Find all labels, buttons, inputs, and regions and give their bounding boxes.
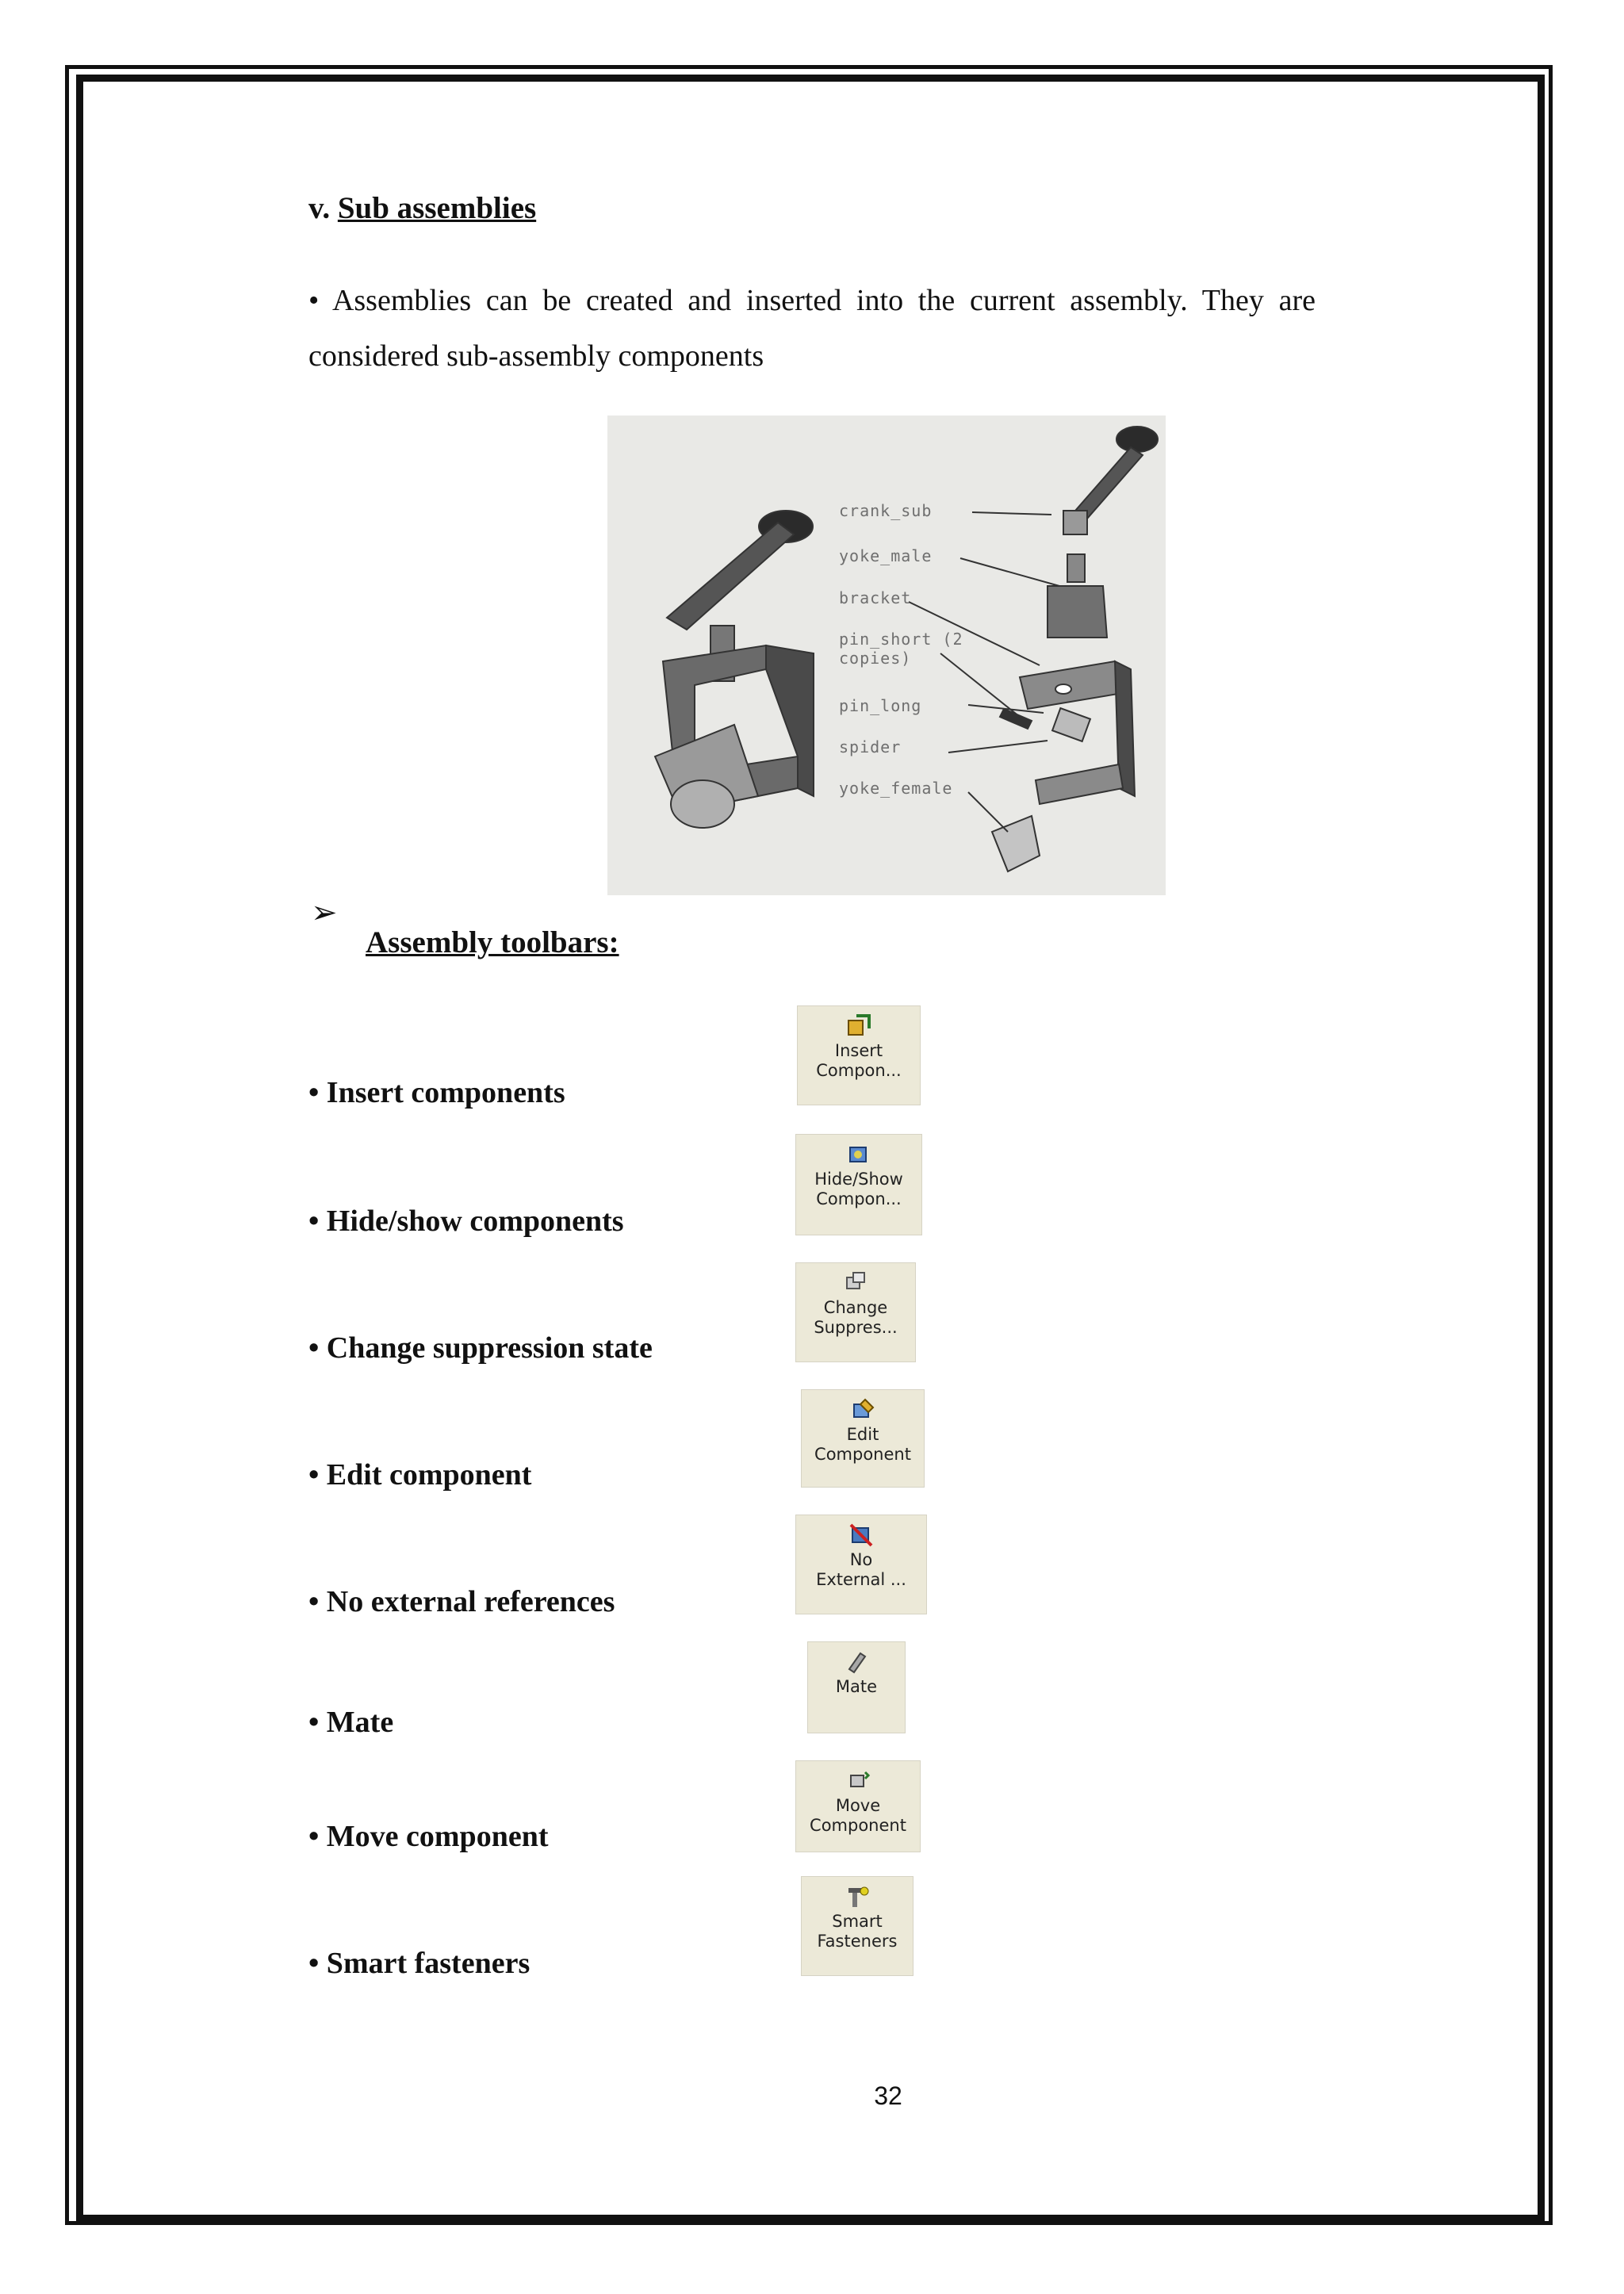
- figure-label-bracket: bracket: [839, 588, 912, 607]
- section-heading: [308, 190, 536, 226]
- tool-label-hide-show-components: • Hide/show components: [308, 1204, 624, 1238]
- smart-fasteners-icon: [844, 1883, 871, 1910]
- paragraph-line-1: • Assemblies can be created and inserted into the current assembly. They are: [308, 284, 1316, 317]
- mate-icon: [843, 1649, 870, 1676]
- hide-show-components-button[interactable]: [795, 1134, 922, 1235]
- figure-label-pin-short: pin_short (2 copies): [839, 630, 963, 668]
- figure-label-yoke-male: yoke_male: [839, 546, 933, 565]
- hide-show-components-icon: [845, 1141, 872, 1168]
- move-component-button[interactable]: [795, 1760, 921, 1852]
- assembly-figure: [607, 416, 1166, 895]
- insert-components-caption-1: Insert: [834, 1041, 883, 1060]
- mate-button[interactable]: [807, 1641, 906, 1733]
- smart-fasteners-caption-1: Smart: [832, 1912, 883, 1931]
- no-external-references-icon: [848, 1522, 875, 1549]
- move-component-caption-1: Move: [835, 1796, 881, 1815]
- figure-label-crank-sub: crank_sub: [839, 501, 933, 520]
- tool-label-smart-fasteners: • Smart fasteners: [308, 1947, 530, 1980]
- figure-label-pin-long: pin_long: [839, 696, 922, 715]
- page-number: 32: [874, 2081, 902, 2110]
- tool-label-edit-component: • Edit component: [308, 1458, 532, 1492]
- tool-label-mate: • Mate: [308, 1706, 394, 1739]
- tool-label-insert-components: • Insert components: [308, 1076, 565, 1109]
- smart-fasteners-caption-2: Fasteners: [817, 1932, 898, 1951]
- edit-component-caption-2: Component: [814, 1445, 911, 1464]
- move-component-caption-2: Component: [810, 1816, 906, 1835]
- change-suppression-state-icon: [842, 1270, 869, 1296]
- edit-component-caption-1: Edit: [846, 1425, 879, 1444]
- toolbars-heading: Assembly toolbars:: [366, 925, 619, 959]
- no-external-references-caption-2: External ...: [816, 1570, 906, 1589]
- change-suppression-state-button[interactable]: [795, 1262, 916, 1362]
- tool-label-no-external-references: • No external references: [308, 1585, 615, 1618]
- section-title: Sub assemblies: [337, 191, 537, 225]
- intro-paragraph: [308, 273, 1316, 384]
- arrow-bullet-icon: ➢: [311, 894, 338, 931]
- change-suppression-state-caption-2: Suppres...: [814, 1318, 898, 1337]
- hide-show-components-caption-1: Hide/Show: [814, 1170, 903, 1189]
- paragraph-line-2: considered sub-assembly components: [308, 339, 764, 373]
- figure-label-spider: spider: [839, 737, 902, 756]
- no-external-references-caption-1: No: [849, 1550, 873, 1569]
- hide-show-components-caption-2: Compon...: [816, 1189, 902, 1208]
- change-suppression-state-caption-1: Change: [823, 1298, 888, 1317]
- move-component-icon: [845, 1767, 871, 1794]
- insert-components-button[interactable]: [797, 1005, 921, 1105]
- tool-label-move-component: • Move component: [308, 1820, 549, 1853]
- smart-fasteners-button[interactable]: [801, 1876, 914, 1976]
- edit-component-icon: [849, 1396, 876, 1423]
- edit-component-button[interactable]: [801, 1389, 925, 1488]
- insert-components-caption-2: Compon...: [816, 1061, 902, 1080]
- insert-components-icon: [845, 1013, 872, 1040]
- section-prefix: v.: [308, 191, 331, 225]
- mate-caption-1: Mate: [835, 1677, 878, 1696]
- no-external-references-button[interactable]: [795, 1515, 927, 1614]
- tool-label-change-suppression-state: • Change suppression state: [308, 1331, 653, 1365]
- figure-label-yoke-female: yoke_female: [839, 779, 953, 798]
